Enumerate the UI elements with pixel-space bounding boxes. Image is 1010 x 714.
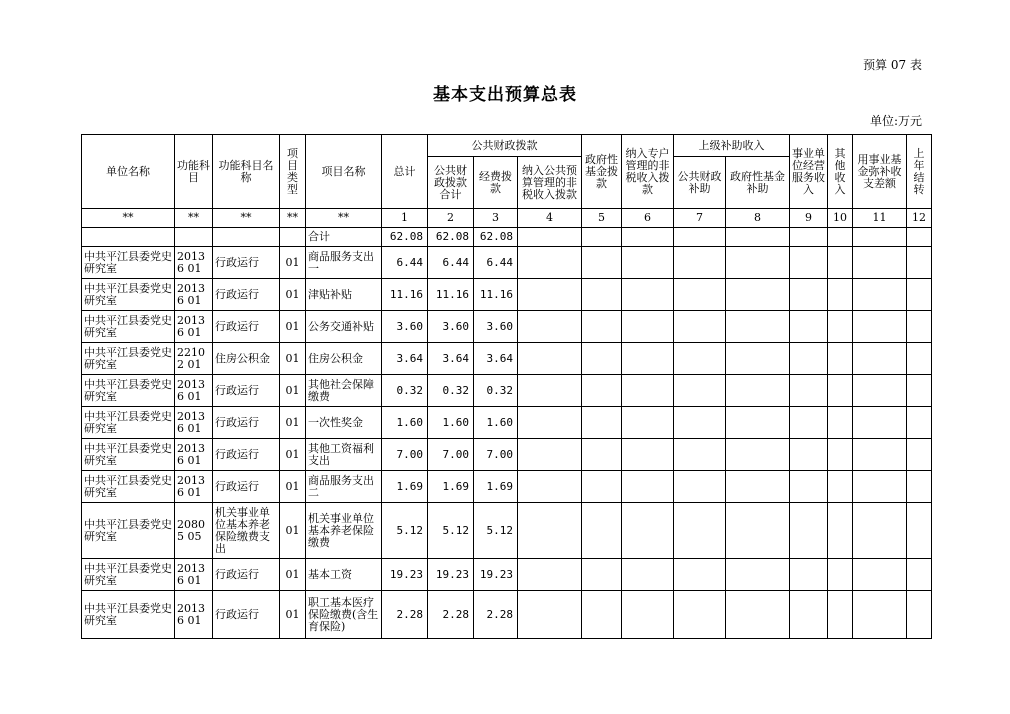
- cell-func-subject-name: 行政运行: [213, 471, 280, 503]
- empty-cell: [828, 279, 853, 311]
- cell-func-subject-name: 住房公积金: [213, 343, 280, 375]
- cell-unit-name: 中共平江县委党史研究室: [82, 559, 175, 591]
- empty-cell: [582, 343, 622, 375]
- index-cell: 11: [853, 209, 907, 228]
- header-other-income: 其他收入: [828, 135, 853, 209]
- cell-pf-total: 19.23: [428, 559, 474, 591]
- cell-item-name: 职工基本医疗保险缴费(含生育保险): [306, 591, 382, 639]
- empty-cell: [790, 247, 828, 279]
- cell-func-subject-name: 行政运行: [213, 591, 280, 639]
- cell-pf-expense: 0.32: [474, 375, 518, 407]
- empty-cell: [622, 471, 674, 503]
- cell-pf-expense: 2.28: [474, 591, 518, 639]
- header-unit-name: 单位名称: [82, 135, 175, 209]
- empty-cell: [853, 439, 907, 471]
- cell-total: 2.28: [382, 591, 428, 639]
- empty-cell: [518, 591, 582, 639]
- cell-item-name: 津贴补贴: [306, 279, 382, 311]
- empty-cell: [790, 279, 828, 311]
- index-row: [82, 209, 932, 228]
- index-cell: 1: [382, 209, 428, 228]
- empty-cell: [828, 439, 853, 471]
- empty-cell: [726, 311, 790, 343]
- empty-cell: [907, 559, 932, 591]
- header-carry-over: 上年结转: [907, 135, 932, 209]
- total-value: 62.08: [382, 228, 428, 247]
- header-public-fiscal: 公共财政拨款: [428, 135, 582, 157]
- index-cell: **: [213, 209, 280, 228]
- empty-cell: [790, 311, 828, 343]
- cell-item-type: 01: [280, 407, 306, 439]
- cell-unit-name: 中共平江县委党史研究室: [82, 279, 175, 311]
- empty-cell: [726, 375, 790, 407]
- table-row: [82, 311, 932, 343]
- empty-cell: [907, 375, 932, 407]
- cell-pf-total: 1.60: [428, 407, 474, 439]
- empty-cell: [726, 407, 790, 439]
- empty-cell: [828, 247, 853, 279]
- empty-cell: [828, 343, 853, 375]
- empty-cell: [726, 559, 790, 591]
- empty-cell: [674, 503, 726, 559]
- cell-func-subject: 22102 01: [175, 343, 213, 375]
- empty-cell: [790, 439, 828, 471]
- page-title: 基本支出预算总表: [433, 85, 577, 105]
- cell-total: 11.16: [382, 279, 428, 311]
- empty-cell: [582, 471, 622, 503]
- cell-item-name: 商品服务支出一: [306, 247, 382, 279]
- empty-cell: [853, 407, 907, 439]
- cell-item-name: 一次性奖金: [306, 407, 382, 439]
- empty-cell: [726, 591, 790, 639]
- cell-item-type: 01: [280, 503, 306, 559]
- header-item-name: 项目名称: [306, 135, 382, 209]
- empty-cell: [828, 311, 853, 343]
- empty-cell: [622, 247, 674, 279]
- index-cell: 5: [582, 209, 622, 228]
- empty-cell: [518, 311, 582, 343]
- header-func-subject: 功能科目: [175, 135, 213, 209]
- cell-pf-expense: 3.64: [474, 343, 518, 375]
- cell-total: 7.00: [382, 439, 428, 471]
- empty-cell: [853, 247, 907, 279]
- empty-cell: [828, 375, 853, 407]
- header-func-subject-name: 功能科目名称: [213, 135, 280, 209]
- cell-item-type: 01: [280, 247, 306, 279]
- empty-cell: [726, 439, 790, 471]
- index-cell: 9: [790, 209, 828, 228]
- empty-cell: [674, 375, 726, 407]
- empty-cell: [674, 279, 726, 311]
- index-cell: 3: [474, 209, 518, 228]
- cell-total: 6.44: [382, 247, 428, 279]
- cell-item-type: 01: [280, 439, 306, 471]
- index-cell: **: [175, 209, 213, 228]
- header-item-type: 项目类型: [280, 135, 306, 209]
- cell-func-subject: 20136 01: [175, 439, 213, 471]
- empty-cell: [907, 471, 932, 503]
- cell-unit-name: 中共平江县委党史研究室: [82, 375, 175, 407]
- empty-cell: [674, 591, 726, 639]
- cell-pf-expense: 7.00: [474, 439, 518, 471]
- empty-cell: [582, 407, 622, 439]
- cell-pf-total: 3.60: [428, 311, 474, 343]
- cell-total: 0.32: [382, 375, 428, 407]
- cell-pf-total: 3.64: [428, 343, 474, 375]
- cell-pf-expense: 3.60: [474, 311, 518, 343]
- total-pf-total: 62.08: [428, 228, 474, 247]
- cell-item-type: 01: [280, 591, 306, 639]
- empty-cell: [518, 247, 582, 279]
- cell-func-subject-name: 行政运行: [213, 407, 280, 439]
- cell-item-name: 住房公积金: [306, 343, 382, 375]
- cell-func-subject-name: 行政运行: [213, 439, 280, 471]
- empty-cell: [853, 503, 907, 559]
- cell-total: 19.23: [382, 559, 428, 591]
- cell-pf-expense: 1.60: [474, 407, 518, 439]
- empty-cell: [853, 375, 907, 407]
- index-cell: **: [280, 209, 306, 228]
- header-us-public: 公共财政补助: [674, 157, 726, 209]
- cell-total: 5.12: [382, 503, 428, 559]
- empty-cell: [622, 559, 674, 591]
- cell-item-type: 01: [280, 375, 306, 407]
- empty-cell: [622, 503, 674, 559]
- empty-cell: [582, 279, 622, 311]
- empty-cell: [726, 503, 790, 559]
- empty-cell: [622, 311, 674, 343]
- cell-pf-total: 2.28: [428, 591, 474, 639]
- cell-func-subject: 20136 01: [175, 471, 213, 503]
- empty-cell: [828, 559, 853, 591]
- cell-pf-expense: 5.12: [474, 503, 518, 559]
- empty-cell: [726, 343, 790, 375]
- empty-cell: [582, 559, 622, 591]
- cell-pf-total: 0.32: [428, 375, 474, 407]
- cell-func-subject-name: 行政运行: [213, 311, 280, 343]
- empty-cell: [582, 591, 622, 639]
- empty-cell: [622, 439, 674, 471]
- table-row: [82, 343, 932, 375]
- header-pf-nontax: 纳入公共预算管理的非税收入拨款: [518, 157, 582, 209]
- empty-cell: [674, 439, 726, 471]
- cell-unit-name: 中共平江县委党史研究室: [82, 503, 175, 559]
- empty-cell: [907, 407, 932, 439]
- empty-cell: [828, 407, 853, 439]
- empty-cell: [518, 407, 582, 439]
- empty-cell: [674, 471, 726, 503]
- index-cell: **: [82, 209, 175, 228]
- cell-pf-total: 5.12: [428, 503, 474, 559]
- empty-cell: [622, 591, 674, 639]
- cell-pf-expense: 11.16: [474, 279, 518, 311]
- cell-pf-total: 11.16: [428, 279, 474, 311]
- empty-cell: [726, 247, 790, 279]
- empty-cell: [853, 343, 907, 375]
- empty-cell: [674, 407, 726, 439]
- cell-unit-name: 中共平江县委党史研究室: [82, 311, 175, 343]
- empty-cell: [518, 279, 582, 311]
- index-cell: 8: [726, 209, 790, 228]
- index-cell: 12: [907, 209, 932, 228]
- empty-cell: [828, 591, 853, 639]
- cell-total: 1.69: [382, 471, 428, 503]
- table-row: [82, 559, 932, 591]
- cell-pf-total: 1.69: [428, 471, 474, 503]
- cell-func-subject-name: 行政运行: [213, 375, 280, 407]
- empty-cell: [907, 311, 932, 343]
- header-total: 总计: [382, 135, 428, 209]
- total-label: 合计: [306, 228, 382, 247]
- cell-item-name: 机关事业单位基本养老保险缴费: [306, 503, 382, 559]
- header-special-nontax: 纳入专户管理的非税收入拨款: [622, 135, 674, 209]
- empty-cell: [790, 503, 828, 559]
- cell-pf-total: 7.00: [428, 439, 474, 471]
- cell-item-type: 01: [280, 279, 306, 311]
- cell-item-type: 01: [280, 343, 306, 375]
- cell-item-name: 其他工资福利支出: [306, 439, 382, 471]
- cell-item-name: 基本工资: [306, 559, 382, 591]
- empty-cell: [518, 559, 582, 591]
- empty-cell: [907, 439, 932, 471]
- table-row: [82, 503, 932, 559]
- header-biz-income: 事业单位经营服务收入: [790, 135, 828, 209]
- empty-cell: [622, 279, 674, 311]
- cell-func-subject: 20136 01: [175, 375, 213, 407]
- empty-cell: [582, 247, 622, 279]
- empty-cell: [674, 311, 726, 343]
- empty-cell: [828, 471, 853, 503]
- cell-func-subject: 20136 01: [175, 279, 213, 311]
- empty-cell: [853, 591, 907, 639]
- cell-unit-name: 中共平江县委党史研究室: [82, 471, 175, 503]
- cell-func-subject: 20136 01: [175, 311, 213, 343]
- cell-item-name: 商品服务支出二: [306, 471, 382, 503]
- empty-cell: [674, 247, 726, 279]
- cell-pf-expense: 19.23: [474, 559, 518, 591]
- index-cell: 2: [428, 209, 474, 228]
- cell-unit-name: 中共平江县委党史研究室: [82, 591, 175, 639]
- header-gov-fund: 政府性基金拨款: [582, 135, 622, 209]
- cell-item-type: 01: [280, 311, 306, 343]
- index-cell: 10: [828, 209, 853, 228]
- cell-item-name: 其他社会保障缴费: [306, 375, 382, 407]
- table-row: [82, 591, 932, 639]
- header-us-fund: 政府性基金补助: [726, 157, 790, 209]
- index-cell: 4: [518, 209, 582, 228]
- empty-cell: [907, 279, 932, 311]
- empty-cell: [853, 471, 907, 503]
- empty-cell: [907, 247, 932, 279]
- cell-total: 3.60: [382, 311, 428, 343]
- cell-func-subject-name: 行政运行: [213, 559, 280, 591]
- unit-label: 单位:万元: [869, 114, 922, 128]
- empty-cell: [622, 407, 674, 439]
- header-pf-total: 公共财政拨款合计: [428, 157, 474, 209]
- empty-cell: [790, 471, 828, 503]
- cell-total: 3.64: [382, 343, 428, 375]
- empty-cell: [674, 559, 726, 591]
- cell-func-subject: 20136 01: [175, 591, 213, 639]
- empty-cell: [790, 559, 828, 591]
- cell-func-subject-name: 行政运行: [213, 279, 280, 311]
- cell-func-subject: 20805 05: [175, 503, 213, 559]
- empty-cell: [726, 279, 790, 311]
- index-cell: 6: [622, 209, 674, 228]
- header-pf-expense: 经费拨款: [474, 157, 518, 209]
- empty-cell: [907, 343, 932, 375]
- budget-table: [81, 134, 932, 639]
- cell-item-type: 01: [280, 471, 306, 503]
- empty-cell: [582, 439, 622, 471]
- empty-cell: [907, 591, 932, 639]
- total-row: [82, 228, 932, 247]
- cell-unit-name: 中共平江县委党史研究室: [82, 343, 175, 375]
- header-upper-subsidy: 上级补助收入: [674, 135, 790, 157]
- index-cell: 7: [674, 209, 726, 228]
- empty-cell: [518, 439, 582, 471]
- index-cell: **: [306, 209, 382, 228]
- table-row: [82, 439, 932, 471]
- empty-cell: [622, 343, 674, 375]
- empty-cell: [790, 407, 828, 439]
- empty-cell: [790, 343, 828, 375]
- empty-cell: [790, 375, 828, 407]
- cell-pf-total: 6.44: [428, 247, 474, 279]
- table-row: [82, 375, 932, 407]
- total-pf-expense: 62.08: [474, 228, 518, 247]
- empty-cell: [907, 503, 932, 559]
- cell-total: 1.60: [382, 407, 428, 439]
- empty-cell: [853, 279, 907, 311]
- cell-unit-name: 中共平江县委党史研究室: [82, 407, 175, 439]
- cell-func-subject: 20136 01: [175, 247, 213, 279]
- cell-unit-name: 中共平江县委党史研究室: [82, 247, 175, 279]
- empty-cell: [674, 343, 726, 375]
- empty-cell: [582, 503, 622, 559]
- table-row: [82, 247, 932, 279]
- cell-item-name: 公务交通补贴: [306, 311, 382, 343]
- cell-func-subject-name: 行政运行: [213, 247, 280, 279]
- cell-func-subject: 20136 01: [175, 559, 213, 591]
- empty-cell: [853, 559, 907, 591]
- cell-func-subject: 20136 01: [175, 407, 213, 439]
- empty-cell: [726, 471, 790, 503]
- empty-cell: [518, 503, 582, 559]
- empty-cell: [790, 591, 828, 639]
- cell-pf-expense: 6.44: [474, 247, 518, 279]
- empty-cell: [518, 471, 582, 503]
- empty-cell: [582, 311, 622, 343]
- header-fund-gap: 用事业基金弥补收支差额: [853, 135, 907, 209]
- empty-cell: [518, 375, 582, 407]
- cell-pf-expense: 1.69: [474, 471, 518, 503]
- table-row: [82, 471, 932, 503]
- form-number: 预算 07 表: [863, 58, 922, 72]
- empty-cell: [853, 311, 907, 343]
- empty-cell: [582, 375, 622, 407]
- cell-unit-name: 中共平江县委党史研究室: [82, 439, 175, 471]
- cell-item-type: 01: [280, 559, 306, 591]
- table-row: [82, 407, 932, 439]
- empty-cell: [518, 343, 582, 375]
- cell-func-subject-name: 机关事业单位基本养老保险缴费支出: [213, 503, 280, 559]
- empty-cell: [828, 503, 853, 559]
- table-row: [82, 279, 932, 311]
- empty-cell: [622, 375, 674, 407]
